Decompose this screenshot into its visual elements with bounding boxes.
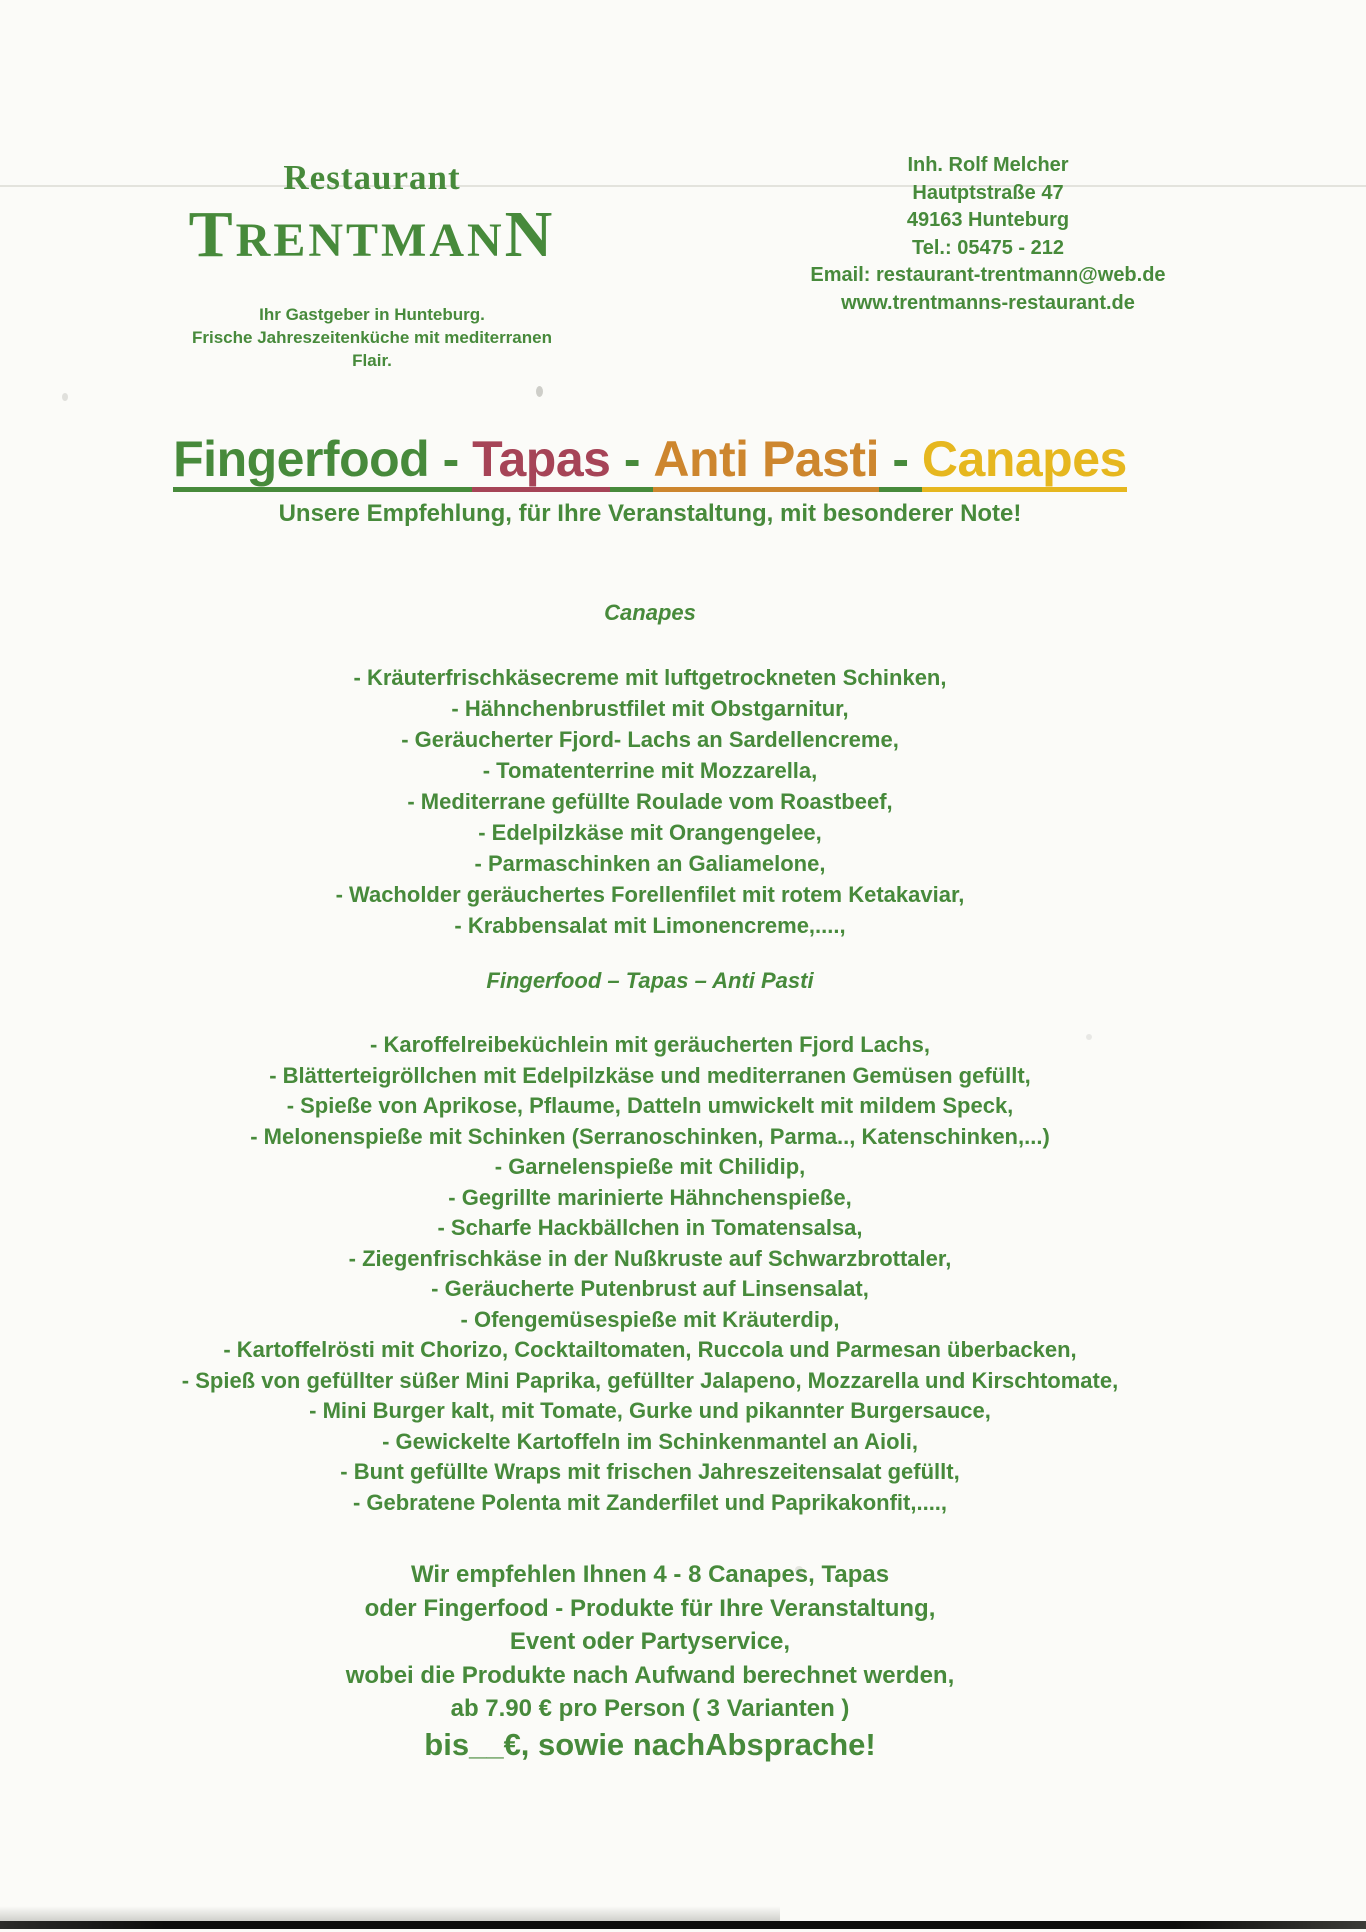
section-heading-fingerfood: Fingerfood – Tapas – Anti Pasti — [486, 968, 814, 993]
title-segment: Tapas — [472, 434, 610, 492]
menu-item: - Krabbensalat mit Limonencreme,...., — [454, 913, 846, 938]
contact-line: Tel.: 05475 - 212 — [912, 236, 1064, 259]
title-segment: Fingerfood — [173, 434, 429, 492]
menu-item: - Kräuterfrischkäsecreme mit luftgetrockneten Schinken, — [353, 665, 947, 690]
brand-tagline-line2: Frische Jahreszeitenküche mit mediterranen Flair. — [192, 328, 552, 370]
scan-edge-shadow — [0, 1906, 780, 1921]
menu-item: - Spieße von Aprikose, Pflaume, Datteln umwickelt mit mildem Speck, — [286, 1093, 1014, 1118]
menu-item: - Kartoffelrösti mit Chorizo, Cocktailtomaten, Ruccola und Parmesan überbacken, — [223, 1337, 1077, 1362]
title-segment: - — [429, 434, 472, 492]
menu-item: - Spieß von gefüllter süßer Mini Paprika, gefüllter Jalapeno, Mozzarella und Kirschtomate, — [181, 1367, 1119, 1393]
page-title — [0, 430, 1300, 492]
menu-item: - Blätterteigröllchen mit Edelpilzkäse und mediterranen Gemüsen gefüllt, — [269, 1062, 1031, 1088]
scan-artifact — [795, 1566, 803, 1574]
menu-item: - Mini Burger kalt, mit Tomate, Gurke und pikannter Burgersauce, — [309, 1398, 991, 1423]
page-subtitle: Unsere Empfehlung, für Ihre Veranstaltung, mit besonderer Note! — [278, 500, 1022, 527]
menu-item: - Ofengemüsespieße mit Kräuterdip, — [460, 1306, 840, 1332]
canapes-item-list — [0, 662, 1300, 941]
scan-artifact — [1086, 1034, 1092, 1040]
footer-line: oder Fingerfood - Produkte für Ihre Veranstaltung, — [364, 1594, 936, 1622]
menu-item: - Garnelenspieße mit Chilidip, — [494, 1154, 806, 1179]
menu-item: - Wacholder geräuchertes Forellenfilet mit rotem Ketakaviar, — [335, 882, 965, 907]
footer-line: Event oder Partyservice, — [509, 1628, 791, 1655]
menu-item: - Karoffelreibeküchlein mit geräucherten Fjord Lachs, — [370, 1032, 930, 1057]
footer-emphasis: bis__€, sowie nachAbsprache! — [424, 1727, 876, 1762]
title-segment: Canapes — [922, 434, 1127, 492]
scan-artifact — [62, 393, 68, 401]
menu-item: - Scharfe Hackbällchen in Tomatensalsa, — [437, 1215, 863, 1240]
footer-recommendation — [0, 1558, 1300, 1726]
contact-line: Email: restaurant-trentmann@web.de — [810, 264, 1166, 286]
menu-item: - Geräucherter Fjord- Lachs an Sardellencreme, — [401, 727, 899, 752]
restaurant-brand — [172, 160, 572, 372]
title-segment: Anti Pasti — [653, 434, 879, 492]
scan-edge — [0, 1921, 1366, 1929]
menu-item: - Geräucherte Putenbrust auf Linsensalat, — [431, 1276, 869, 1301]
menu-item: - Gegrillte marinierte Hähnchenspieße, — [448, 1184, 852, 1210]
contact-block — [788, 152, 1188, 317]
brand-restaurant-label: Restaurant — [283, 158, 461, 197]
footer-line: wobei die Produkte nach Aufwand berechnet werden, — [345, 1661, 955, 1689]
menu-item: - Hähnchenbrustfilet mit Obstgarnitur, — [451, 696, 849, 721]
contact-line: www.trentmanns-restaurant.de — [841, 291, 1135, 314]
menu-item: - Gebratene Polenta mit Zanderfilet und Paprikakonfit,...., — [352, 1489, 948, 1515]
title-segment: - — [879, 434, 922, 492]
menu-item: - Parmaschinken an Galiamelone, — [474, 851, 826, 876]
menu-item: - Edelpilzkäse mit Orangengelee, — [478, 820, 822, 845]
section-heading-canapes: Canapes — [604, 600, 696, 625]
brand-name-initial: T — [188, 198, 236, 271]
menu-item: - Gewickelte Kartoffeln im Schinkenmantel an Aioli, — [382, 1428, 918, 1454]
brand-name-middle: RENTMAN — [235, 214, 505, 267]
contact-line: Inh. Rolf Melcher — [907, 154, 1069, 176]
fingerfood-item-list — [0, 1030, 1300, 1518]
scan-artifact — [536, 386, 543, 397]
title-segment: - — [610, 434, 653, 492]
menu-item: - Tomatenterrine mit Mozzarella, — [482, 758, 818, 783]
contact-line: 49163 Hunteburg — [906, 209, 1070, 231]
brand-tagline-line1: Ihr Gastgeber in Hunteburg. — [259, 305, 485, 324]
brand-name-final: N — [504, 198, 556, 271]
menu-item: - Ziegenfrischkäse in der Nußkruste auf Schwarzbrottaler, — [348, 1245, 952, 1271]
contact-line: Hautptstraße 47 — [912, 181, 1064, 204]
menu-item: - Melonenspieße mit Schinken (Serranoschinken, Parma.., Katenschinken,...) — [250, 1123, 1050, 1149]
menu-item: - Bunt gefüllte Wraps mit frischen Jahreszeitensalat gefüllt, — [340, 1459, 960, 1484]
brand-tagline — [172, 303, 572, 372]
menu-item: - Mediterrane gefüllte Roulade vom Roastbeef, — [407, 789, 893, 814]
footer-line: ab 7.90 € pro Person ( 3 Varianten ) — [450, 1695, 850, 1722]
brand-name — [172, 198, 572, 283]
footer-line: Wir empfehlen Ihnen 4 - 8 Canapes, Tapas — [410, 1561, 890, 1588]
